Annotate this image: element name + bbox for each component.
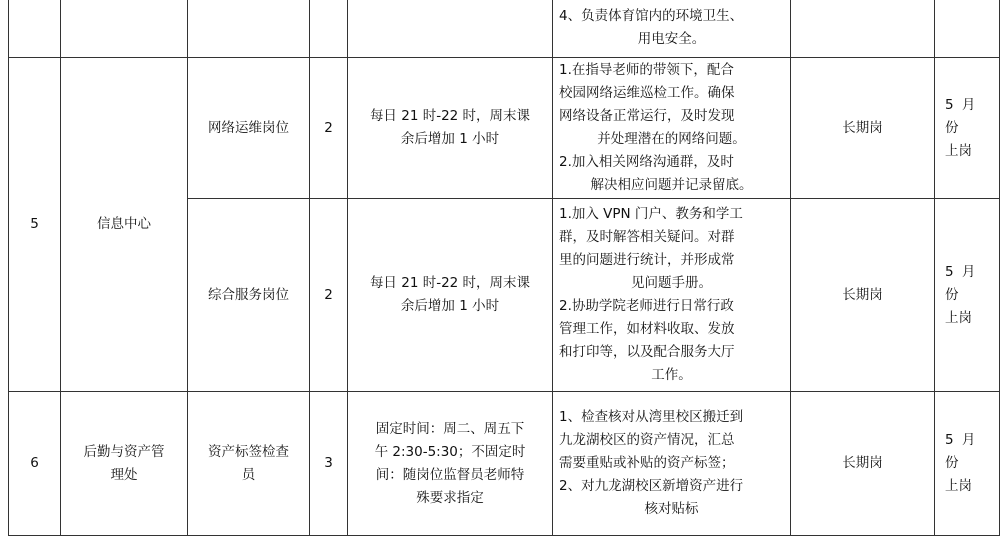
cell-position: 网络运维岗位 <box>188 58 310 199</box>
cell-dept <box>61 0 188 58</box>
cell-duty: 4、负责体育馆内的环境卫生、 用电安全。 <box>553 0 791 58</box>
cell-type: 长期岗 <box>791 199 935 392</box>
cell-count: 2 <box>310 58 348 199</box>
cell-duty: 1、检查核对从湾里校区搬迁到 九龙湖校区的资产情况，汇总 需要重贴或补贴的资产标签； 2、对九龙湖校区新增资产进行 核对贴标 <box>553 392 791 536</box>
cell-position: 综合服务岗位 <box>188 199 310 392</box>
cell-type: 长期岗 <box>791 392 935 536</box>
cell-position: 资产标签检查 员 <box>188 392 310 536</box>
cell-count <box>310 0 348 58</box>
cell-time: 固定时间：周二、周五下 午 2:30-5:30；不固定时 间：随岗位监督员老师特 殊要求指定 <box>348 392 553 536</box>
cell-time <box>348 0 553 58</box>
cell-type: 长期岗 <box>791 58 935 199</box>
cell-no: 6 <box>9 392 61 536</box>
cell-position <box>188 0 310 58</box>
cell-time: 每日 21 时-22 时，周末课 余后增加 1 小时 <box>348 58 553 199</box>
cell-time: 每日 21 时-22 时，周末课 余后增加 1 小时 <box>348 199 553 392</box>
cell-type <box>791 0 935 58</box>
position-table <box>8 0 1000 536</box>
cell-duty: 1.在指导老师的带领下，配合 校园网络运维巡检工作。确保 网络设备正常运行，及时发现 并处理潜在的网络问题。 2.加入相关网络沟通群，及时 解决相应问题并记录留底。 <box>553 58 791 199</box>
cell-period: 5 月 份 上岗 <box>935 392 1000 536</box>
cell-period: 5 月 份 上岗 <box>935 199 1000 392</box>
table-row <box>9 0 1000 58</box>
cell-period: 5 月 份 上岗 <box>935 58 1000 199</box>
cell-no: 5 <box>9 58 61 392</box>
cell-dept: 后勤与资产管 理处 <box>61 392 188 536</box>
cell-no <box>9 0 61 58</box>
cell-duty: 1.加入 VPN 门户、教务和学工 群，及时解答相关疑问。对群 里的问题进行统计，并形成常 见问题手册。 2.协助学院老师进行日常行政 管理工作，如材料收取、发放 和打印等，以及配合服务大厅 工作。 <box>553 199 791 392</box>
cell-period <box>935 0 1000 58</box>
cell-dept: 信息中心 <box>61 58 188 392</box>
cell-count: 2 <box>310 199 348 392</box>
table-row <box>9 58 1000 199</box>
table-row <box>9 392 1000 536</box>
cell-count: 3 <box>310 392 348 536</box>
